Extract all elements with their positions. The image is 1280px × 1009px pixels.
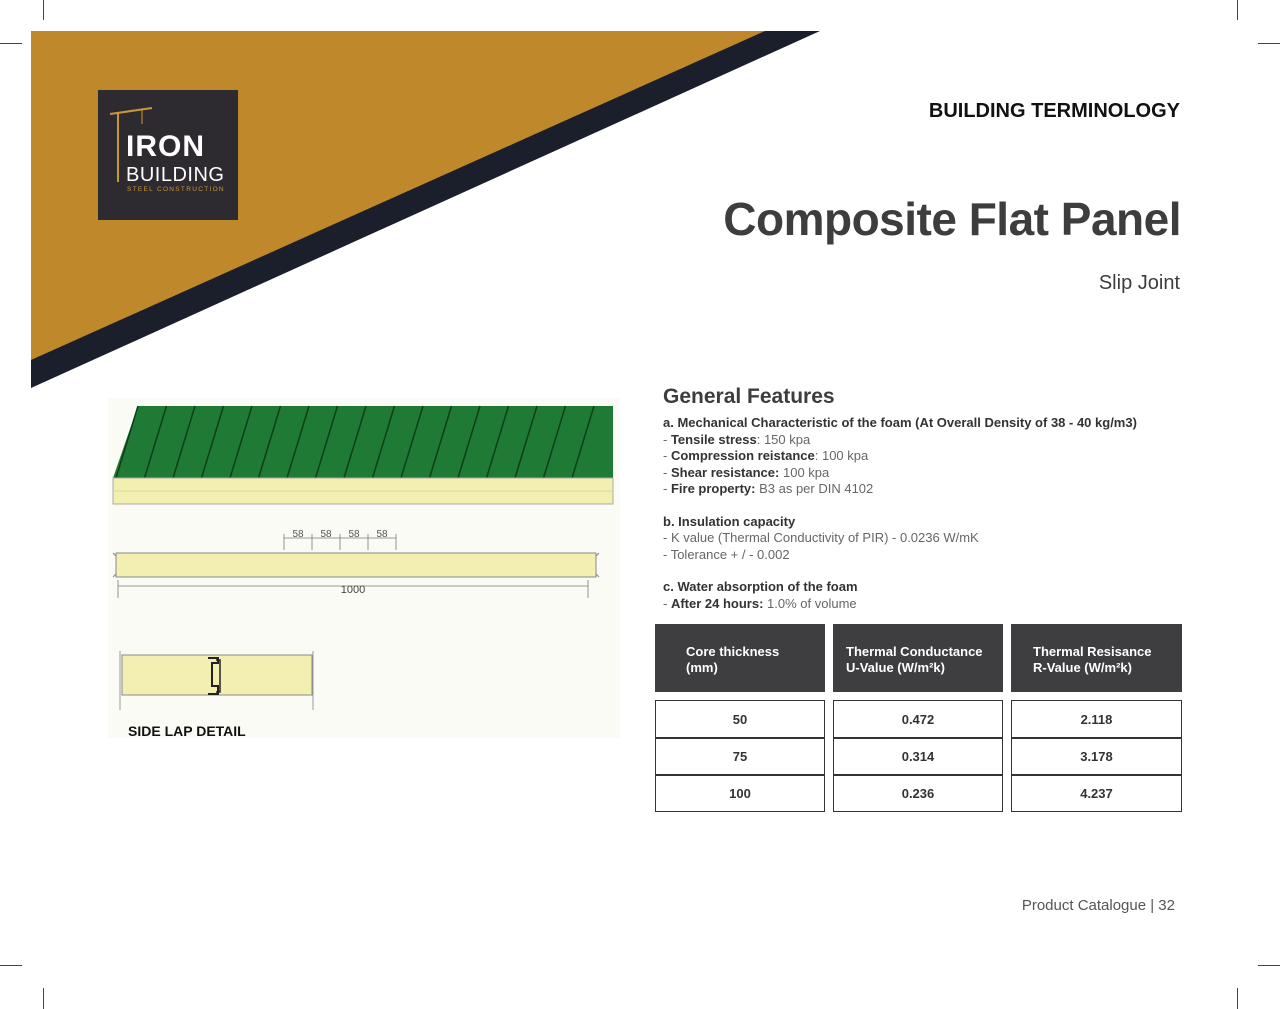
features-heading: General Features [663, 385, 835, 408]
dim-label: 58 [292, 529, 304, 540]
crop-mark [1258, 965, 1280, 966]
feature-line: - Compression reistance: 100 kpa [663, 448, 869, 463]
width-dim-label: 1000 [340, 584, 366, 596]
table-cell: 0.314 [833, 737, 1003, 776]
table-cell: 0.236 [833, 774, 1003, 812]
general-features [663, 385, 1223, 612]
side-lap-label: SIDE LAP DETAIL [128, 723, 246, 739]
feature-line: - Tolerance + / - 0.002 [663, 546, 790, 562]
page-subtitle: Slip Joint [1098, 272, 1180, 294]
table-cell: 75 [655, 737, 825, 776]
crop-mark [1237, 0, 1238, 20]
panel-section [116, 553, 596, 577]
feature-line: - After 24 hours: 1.0% of volume [663, 595, 857, 611]
table-cell: 0.472 [833, 700, 1003, 739]
section-c-heading: c. Water absorption of the foam [663, 579, 858, 594]
crop-mark [1237, 988, 1238, 1009]
table-cell: 2.118 [1011, 700, 1182, 739]
dim-label: 58 [348, 529, 360, 540]
logo-steel-construction: STEEL CONSTRUCTION [127, 186, 225, 193]
logo-building: BUILDING [126, 164, 225, 186]
feature-line: - Shear resistance: 100 kpa [663, 464, 830, 480]
logo-iron: IRON [126, 130, 205, 163]
dim-label: 58 [376, 529, 388, 540]
table-header-core: Core thickness (mm) [655, 624, 825, 692]
table-cell: 50 [655, 700, 825, 739]
crop-mark [0, 965, 22, 966]
feature-line: - Fire property: B3 as per DIN 4102 [663, 481, 874, 496]
crop-mark [1258, 43, 1280, 44]
feature-line: - Tensile stress: 150 kpa [663, 431, 811, 447]
dim-label: 58 [320, 529, 332, 540]
feature-line: - K value (Thermal Conductivity of PIR) - 0.0236 W/mK [663, 530, 979, 545]
company-logo [98, 90, 238, 220]
page-title: Composite Flat Panel [723, 193, 1181, 245]
page-footer: Product Catalogue | 32 [1021, 897, 1175, 914]
table-cell: 3.178 [1011, 737, 1182, 776]
section-b-heading: b. Insulation capacity [663, 513, 796, 529]
table-header-u-value: Thermal Conductance U-Value (W/m²k) [833, 624, 1003, 692]
table-cell: 4.237 [1011, 774, 1182, 812]
panel-drawing [108, 398, 623, 743]
table-header-r-value: Thermal Resisance R-Value (W/m²k) [1011, 624, 1182, 692]
crop-mark [43, 988, 44, 1009]
section-label: BUILDING TERMINOLOGY [928, 100, 1180, 122]
table-cell: 100 [655, 774, 825, 812]
section-a-heading: a. Mechanical Characteristic of the foam (At Overall Density of 38 - 40 kg/m3) [663, 415, 1137, 430]
